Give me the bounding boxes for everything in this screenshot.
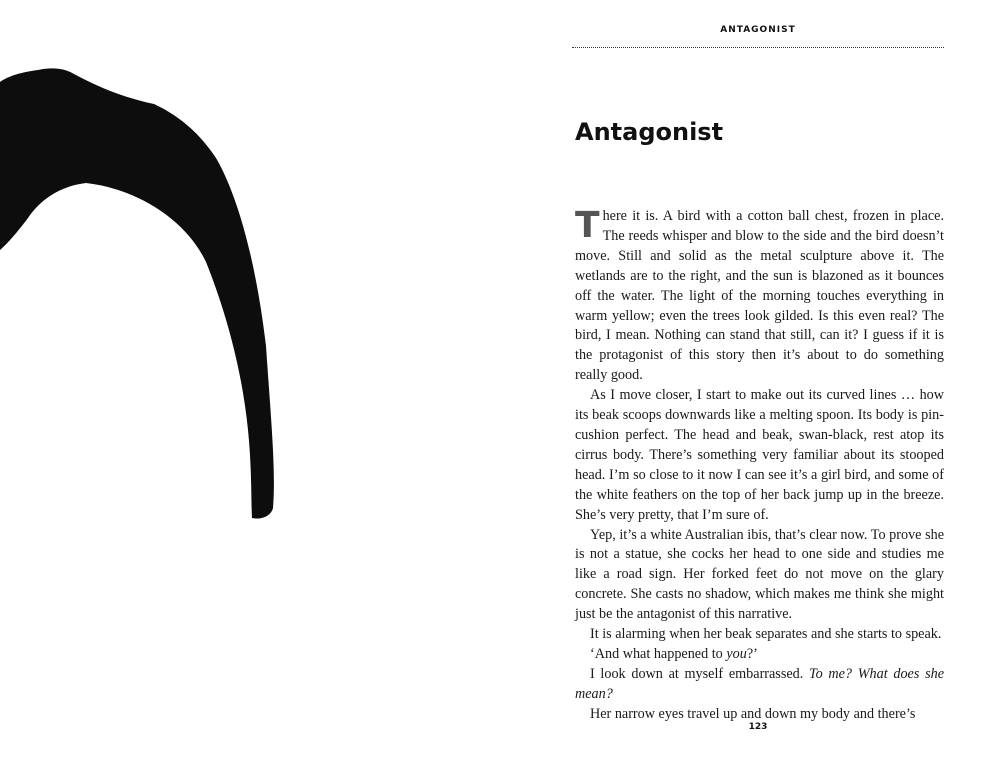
text-run: Her narrow eyes travel up and down my body and there’s xyxy=(590,705,916,722)
body-text xyxy=(575,207,944,725)
running-head: ANTAGONIST xyxy=(720,25,796,35)
text-run: here it is. A bird with a cotton ball chest, frozen in place. The reeds whisper and blow to the side and the bird doesn’t move. Still and solid as the metal sculpture above it. The wetlands are to the right, and the sun is blazoned as it bounces off the water. The light of the morning touches everything in warm yellow; even the trees look gilded. Is this even real? The bird, I mean. Nothing can stand that still, can it? I guess if it is the protagonist of this story then it’s about to do something really good. xyxy=(575,208,944,384)
paragraph xyxy=(575,207,944,386)
paragraph xyxy=(575,386,944,525)
paragraph xyxy=(575,526,944,626)
header-dotted-rule xyxy=(572,47,944,48)
text-run: As I move closer, I start to make out its curved lines … how its beak scoops downwards like a melting spoon. Its body is pin-cushion perfect. The head and beak, swan-black, rest atop its cirrus body. There’s something very familiar about its stooped head. I’m so close to it now I can see it’s a girl bird, and some of the white feathers on the top of her back jump up in the breeze. She’s very pretty, that I’m sure of. xyxy=(575,387,944,523)
page-number: 123 xyxy=(748,722,768,732)
text-run: ‘And what happened to xyxy=(590,645,727,662)
text-run: I look down at myself embarrassed. xyxy=(590,665,809,682)
ibis-beak-shape xyxy=(0,68,274,518)
text-run: It is alarming when her beak separates and she starts to speak. xyxy=(590,626,942,643)
chapter-title: Antagonist xyxy=(575,118,724,146)
paragraph xyxy=(575,625,944,645)
paragraph xyxy=(575,665,944,705)
right-page xyxy=(500,0,1000,763)
paragraph xyxy=(575,645,944,665)
text-run: Yep, it’s a white Australian ibis, that’s clear now. To prove she is not a statue, she cocks her head to one side and studies me like a road sign. Her forked feet do not move on the glary concrete. She casts no shadow, which makes me think she might just be the antagonist of this narrative. xyxy=(575,526,944,623)
italic-text: To me? What does she mean? xyxy=(575,665,944,702)
drop-cap: T xyxy=(575,205,600,246)
italic-text: you xyxy=(726,645,747,662)
text-run: ?’ xyxy=(746,645,758,662)
